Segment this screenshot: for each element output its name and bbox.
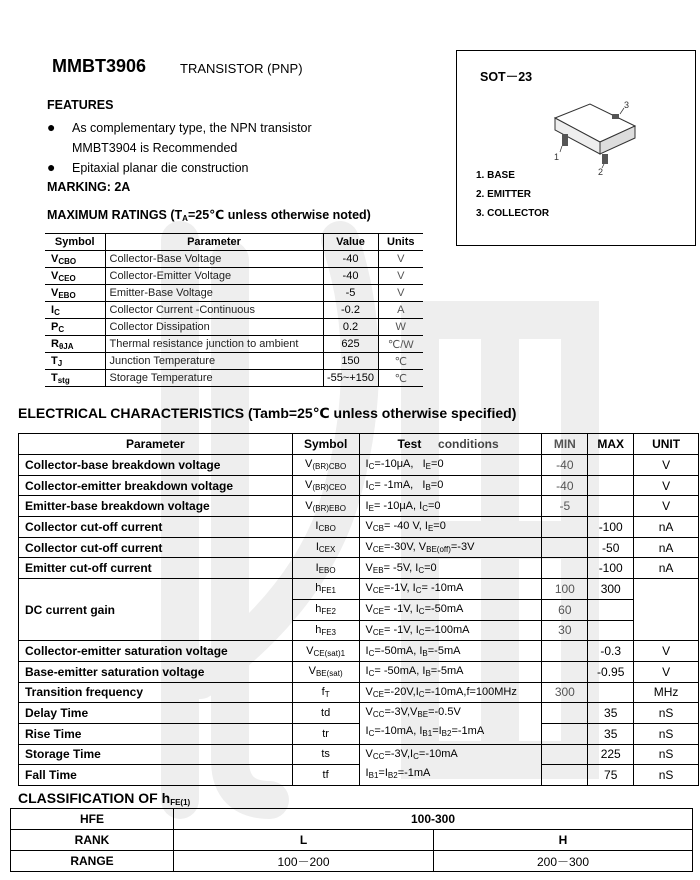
symbol-cell: $I_{CEX}$ bbox=[292, 537, 359, 558]
parameter-cell: Collector cut-off current bbox=[19, 517, 293, 538]
max-cell bbox=[588, 475, 634, 496]
table-row bbox=[19, 682, 699, 703]
value-cell: -40 bbox=[323, 268, 378, 285]
symbol-cell: $V_{CBO}$ bbox=[45, 251, 105, 268]
parameter-cell: Delay Time bbox=[19, 703, 293, 724]
table-row bbox=[19, 765, 699, 786]
table-row bbox=[45, 285, 423, 302]
hfe-value: 100-300 bbox=[174, 809, 693, 830]
part-number: MMBT3906 bbox=[52, 56, 147, 76]
parameter-cell: Transition frequency bbox=[19, 682, 293, 703]
column-header: Parameter bbox=[19, 434, 293, 455]
symbol-cell: tr bbox=[292, 723, 359, 744]
value-cell: 150 bbox=[323, 353, 378, 370]
unit-cell: W bbox=[378, 319, 423, 336]
parameter-cell: Emitter cut-off current bbox=[19, 558, 293, 579]
table-row bbox=[19, 496, 699, 517]
pin-number: 1 bbox=[554, 152, 560, 162]
max-cell bbox=[588, 496, 634, 517]
condition-cell: $V_{EB}= -5V$, $I_C=0$ bbox=[359, 558, 542, 579]
symbol-cell: $T_{stg}$ bbox=[45, 370, 105, 387]
column-header: Parameter bbox=[105, 234, 323, 251]
min-cell: 60 bbox=[542, 599, 588, 620]
min-cell bbox=[542, 517, 588, 538]
parameter-cell: Collector-emitter saturation voltage bbox=[19, 641, 293, 662]
bullet-icon: ● bbox=[47, 119, 56, 135]
min-cell bbox=[542, 723, 588, 744]
table-row bbox=[19, 558, 699, 579]
max-cell bbox=[588, 455, 634, 476]
symbol-cell: $h_{FE1}$ bbox=[292, 579, 359, 600]
min-cell bbox=[542, 641, 588, 662]
unit-cell: MHz bbox=[634, 682, 699, 703]
symbol-cell: $R_{\theta JA}$ bbox=[45, 336, 105, 353]
feature-line: As complementary type, the NPN transistor bbox=[72, 121, 312, 135]
unit-cell: V bbox=[634, 475, 699, 496]
unit-cell bbox=[634, 579, 699, 641]
symbol-cell: $I_{CBO}$ bbox=[292, 517, 359, 538]
unit-cell: A bbox=[378, 302, 423, 319]
value-cell: -0.2 bbox=[323, 302, 378, 319]
marking-code: MARKING: 2A bbox=[47, 180, 131, 194]
parameter-cell: Collector-base breakdown voltage bbox=[19, 455, 293, 476]
pin-number: 2 bbox=[598, 167, 604, 176]
condition-cell: $V_{CE}= -1V$, $I_C=-100mA$ bbox=[359, 620, 542, 641]
symbol-cell: $h_{FE3}$ bbox=[292, 620, 359, 641]
min-cell: 100 bbox=[542, 579, 588, 600]
parameter-cell: Collector Current -Continuous bbox=[105, 302, 323, 319]
unit-cell: V bbox=[378, 268, 423, 285]
symbol-cell: $V_{BE(sat)}$ bbox=[292, 661, 359, 682]
condition-cell: $I_C=-10\mu A$, $I_E=0$ bbox=[359, 455, 542, 476]
condition-cell: $I_C= -1mA$, $I_B=0$ bbox=[359, 475, 542, 496]
min-cell bbox=[542, 744, 588, 765]
symbol-cell: $I_C$ bbox=[45, 302, 105, 319]
column-header: Units bbox=[378, 234, 423, 251]
unit-cell: nS bbox=[634, 703, 699, 724]
features-heading: FEATURES bbox=[47, 98, 114, 112]
column-header: UNIT bbox=[634, 434, 699, 455]
condition-cell: $V_{CE}=-30V$, $V_{BE(off)}=-3V$ bbox=[359, 537, 542, 558]
min-cell: -40 bbox=[542, 475, 588, 496]
min-cell bbox=[542, 558, 588, 579]
parameter-cell: DC current gain bbox=[19, 579, 293, 641]
electrical-characteristics-table bbox=[18, 433, 699, 786]
rank-cell: L bbox=[174, 830, 434, 851]
table-row bbox=[19, 537, 699, 558]
parameter-cell: Junction Temperature bbox=[105, 353, 323, 370]
max-cell: 225 bbox=[588, 744, 634, 765]
table-row bbox=[19, 579, 699, 600]
pin-number: 3 bbox=[624, 100, 630, 110]
column-header-test-conditions: Test conditions bbox=[359, 434, 542, 455]
rank-cell: H bbox=[434, 830, 693, 851]
symbol-cell: $I_{EBO}$ bbox=[292, 558, 359, 579]
condition-cell: $V_{CC}=-3V,V_{BE}=-0.5V$ $I_C=-10mA$, $I_{B1}=I_{B2}=-1mA$ bbox=[359, 703, 542, 744]
table-row bbox=[45, 302, 423, 319]
package-title: SOT－23 bbox=[480, 70, 533, 84]
symbol-cell: ts bbox=[292, 744, 359, 765]
classification-table bbox=[10, 808, 693, 872]
condition-cell: $I_E= -10\mu A$, $I_C=0$ bbox=[359, 496, 542, 517]
unit-cell: V bbox=[634, 641, 699, 662]
unit-cell: nS bbox=[634, 744, 699, 765]
feature-line: MMBT3904 is Recommended bbox=[72, 141, 238, 155]
parameter-cell: Rise Time bbox=[19, 723, 293, 744]
symbol-cell: $P_C$ bbox=[45, 319, 105, 336]
max-cell bbox=[588, 620, 634, 641]
condition-cell: $I_C= -50mA$, $I_B=-5mA$ bbox=[359, 661, 542, 682]
column-header: Symbol bbox=[45, 234, 105, 251]
table-row bbox=[19, 703, 699, 724]
unit-cell: V bbox=[634, 496, 699, 517]
column-header: Symbol bbox=[292, 434, 359, 455]
symbol-cell: $V_{(BR)CEO}$ bbox=[292, 475, 359, 496]
min-cell bbox=[542, 537, 588, 558]
parameter-cell: Collector-Emitter Voltage bbox=[105, 268, 323, 285]
condition-cell: $V_{CE}= -1V$, $I_C=-50mA$ bbox=[359, 599, 542, 620]
max-cell: 35 bbox=[588, 703, 634, 724]
min-cell bbox=[542, 765, 588, 786]
unit-cell: nS bbox=[634, 765, 699, 786]
parameter-cell: Storage Temperature bbox=[105, 370, 323, 387]
bullet-icon: ● bbox=[47, 159, 56, 175]
value-cell: 625 bbox=[323, 336, 378, 353]
min-cell: -5 bbox=[542, 496, 588, 517]
condition-cell: $V_{CE}=-1V$, $I_C= -10mA$ bbox=[359, 579, 542, 600]
symbol-cell: $V_{EBO}$ bbox=[45, 285, 105, 302]
symbol-cell: td bbox=[292, 703, 359, 724]
condition-cell: $V_{CE}=-20V,I_C=-10mA,f=100MHz$ bbox=[359, 682, 542, 703]
parameter-cell: Storage Time bbox=[19, 744, 293, 765]
parameter-cell: Fall Time bbox=[19, 765, 293, 786]
hfe-label: HFE bbox=[11, 809, 174, 830]
column-header: Value bbox=[323, 234, 378, 251]
parameter-cell: Emitter-Base Voltage bbox=[105, 285, 323, 302]
max-cell bbox=[588, 682, 634, 703]
parameter-cell: Collector cut-off current bbox=[19, 537, 293, 558]
rank-label: RANK bbox=[11, 830, 174, 851]
unit-cell: V bbox=[634, 661, 699, 682]
value-cell: 0.2 bbox=[323, 319, 378, 336]
max-cell: 300 bbox=[588, 579, 634, 600]
package-diagram-icon bbox=[540, 96, 650, 176]
unit-cell: nA bbox=[634, 537, 699, 558]
symbol-cell: $T_J$ bbox=[45, 353, 105, 370]
min-cell: -40 bbox=[542, 455, 588, 476]
table-row bbox=[19, 517, 699, 538]
max-cell: -0.3 bbox=[588, 641, 634, 662]
symbol-cell: $V_{CE(sat)1}$ bbox=[292, 641, 359, 662]
parameter-cell: Collector Dissipation bbox=[105, 319, 323, 336]
value-cell: -55~+150 bbox=[323, 370, 378, 387]
unit-cell: V bbox=[634, 455, 699, 476]
table-row bbox=[19, 641, 699, 662]
max-cell: -100 bbox=[588, 558, 634, 579]
max-cell: 75 bbox=[588, 765, 634, 786]
pin-label-emitter: 2. EMITTER bbox=[476, 189, 532, 200]
unit-cell: V bbox=[378, 285, 423, 302]
min-cell bbox=[542, 703, 588, 724]
unit-cell: ℃ bbox=[378, 370, 423, 387]
parameter-cell: Collector-Base Voltage bbox=[105, 251, 323, 268]
max-cell: -100 bbox=[588, 517, 634, 538]
unit-cell: nA bbox=[634, 558, 699, 579]
table-row bbox=[19, 744, 699, 765]
max-cell: 35 bbox=[588, 723, 634, 744]
range-label: RANGE bbox=[11, 851, 174, 872]
unit-cell: ℃ bbox=[378, 353, 423, 370]
max-ratings-heading: MAXIMUM RATINGS ($T_A=25℃$ unless otherwise noted) bbox=[47, 208, 371, 223]
value-cell: -40 bbox=[323, 251, 378, 268]
table-row bbox=[19, 723, 699, 744]
min-cell: 30 bbox=[542, 620, 588, 641]
symbol-cell: $V_{(BR)EBO}$ bbox=[292, 496, 359, 517]
parameter-cell: Base-emitter saturation voltage bbox=[19, 661, 293, 682]
condition-cell: $V_{CB}= -40$ V, $I_E=0$ bbox=[359, 517, 542, 538]
table-row bbox=[19, 475, 699, 496]
symbol-cell: $h_{FE2}$ bbox=[292, 599, 359, 620]
max-ratings-table bbox=[45, 233, 423, 387]
table-row bbox=[45, 353, 423, 370]
symbol-cell: $f_T$ bbox=[292, 682, 359, 703]
unit-cell: nA bbox=[634, 517, 699, 538]
table-row bbox=[45, 336, 423, 353]
column-header: MAX bbox=[588, 434, 634, 455]
classification-heading: CLASSIFICATION OF $h_{FE(1)}$ bbox=[18, 790, 191, 807]
table-row bbox=[45, 319, 423, 336]
value-cell: -5 bbox=[323, 285, 378, 302]
pin-label-collector: 3. COLLECTOR bbox=[476, 208, 550, 219]
pin-label-base: 1. BASE bbox=[476, 170, 515, 181]
symbol-cell: $V_{CEO}$ bbox=[45, 268, 105, 285]
electrical-heading: ELECTRICAL CHARACTERISTICS (Tamb=25℃ unless otherwise specified) bbox=[18, 405, 517, 421]
min-cell bbox=[542, 661, 588, 682]
table-row bbox=[19, 661, 699, 682]
range-cell: 100－200 bbox=[174, 851, 434, 872]
table-row bbox=[45, 268, 423, 285]
table-row bbox=[45, 370, 423, 387]
max-cell: -0.95 bbox=[588, 661, 634, 682]
symbol-cell: $V_{(BR)CBO}$ bbox=[292, 455, 359, 476]
range-cell: 200－300 bbox=[434, 851, 693, 872]
max-cell bbox=[588, 599, 634, 620]
column-header: MIN bbox=[542, 434, 588, 455]
max-cell: -50 bbox=[588, 537, 634, 558]
parameter-cell: Collector-emitter breakdown voltage bbox=[19, 475, 293, 496]
symbol-cell: tf bbox=[292, 765, 359, 786]
unit-cell: V bbox=[378, 251, 423, 268]
part-description: TRANSISTOR (PNP) bbox=[180, 61, 303, 76]
condition-cell: $V_{CC}=-3V,I_C=-10mA$ $I_{B1}=I_{B2}=-1mA$ bbox=[359, 744, 542, 785]
min-cell: 300 bbox=[542, 682, 588, 703]
unit-cell: ℃/W bbox=[378, 336, 423, 353]
parameter-cell: Emitter-base breakdown voltage bbox=[19, 496, 293, 517]
feature-line: Epitaxial planar die construction bbox=[72, 161, 249, 175]
condition-cell: $I_C=-50mA$, $I_B=-5mA$ bbox=[359, 641, 542, 662]
table-row bbox=[45, 251, 423, 268]
parameter-cell: Thermal resistance junction to ambient bbox=[105, 336, 323, 353]
unit-cell: nS bbox=[634, 723, 699, 744]
table-row bbox=[19, 455, 699, 476]
